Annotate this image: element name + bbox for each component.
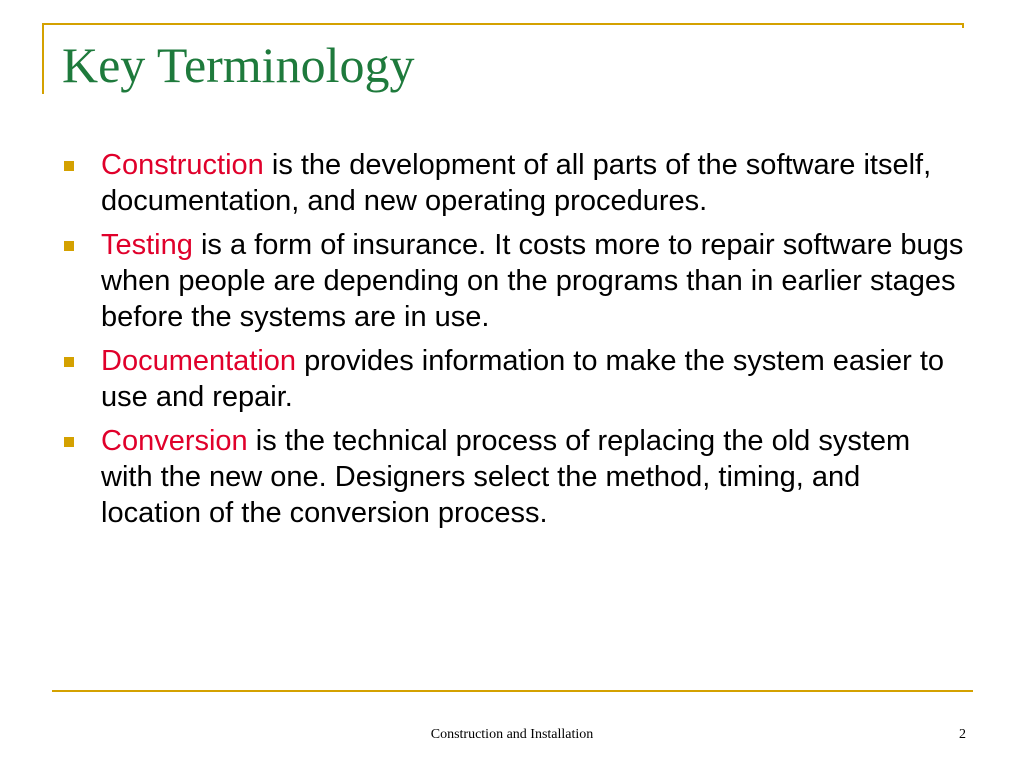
bullet-item-construction [64,147,964,219]
term-construction: Construction [101,149,264,181]
term-testing: Testing [101,229,193,261]
square-bullet-icon [64,241,74,251]
slide-frame-vertical-rule [42,23,44,94]
slide-title: Key Terminology [62,37,415,93]
slide-number: 2 [959,727,966,742]
square-bullet-icon [64,357,74,367]
bullet-list [64,147,964,539]
bullet-item-conversion [64,423,964,531]
slide-frame-top-rule-end [962,23,964,28]
definition-conversion: is the technical process of replacing the old system with the new one. Designers select the method, timing, and location of the conversion process. [101,425,911,529]
term-conversion: Conversion [101,425,248,457]
footer-title: Construction and Installation [430,727,594,742]
square-bullet-icon [64,161,74,171]
bullet-item-documentation [64,343,964,415]
footer-rule [52,690,973,692]
square-bullet-icon [64,437,74,447]
definition-testing: is a form of insurance. It costs more to repair software bugs when people are depending on the programs than in earlier stages before the systems are in use. [101,229,964,333]
definition-construction: is the development of all parts of the software itself, documentation, and new operating procedures. [101,149,932,217]
definition-documentation: provides information to make the system easier to use and repair. [101,345,945,413]
term-documentation: Documentation [101,345,297,377]
slide-frame-top-rule [42,23,964,25]
bullet-item-testing [64,227,964,335]
